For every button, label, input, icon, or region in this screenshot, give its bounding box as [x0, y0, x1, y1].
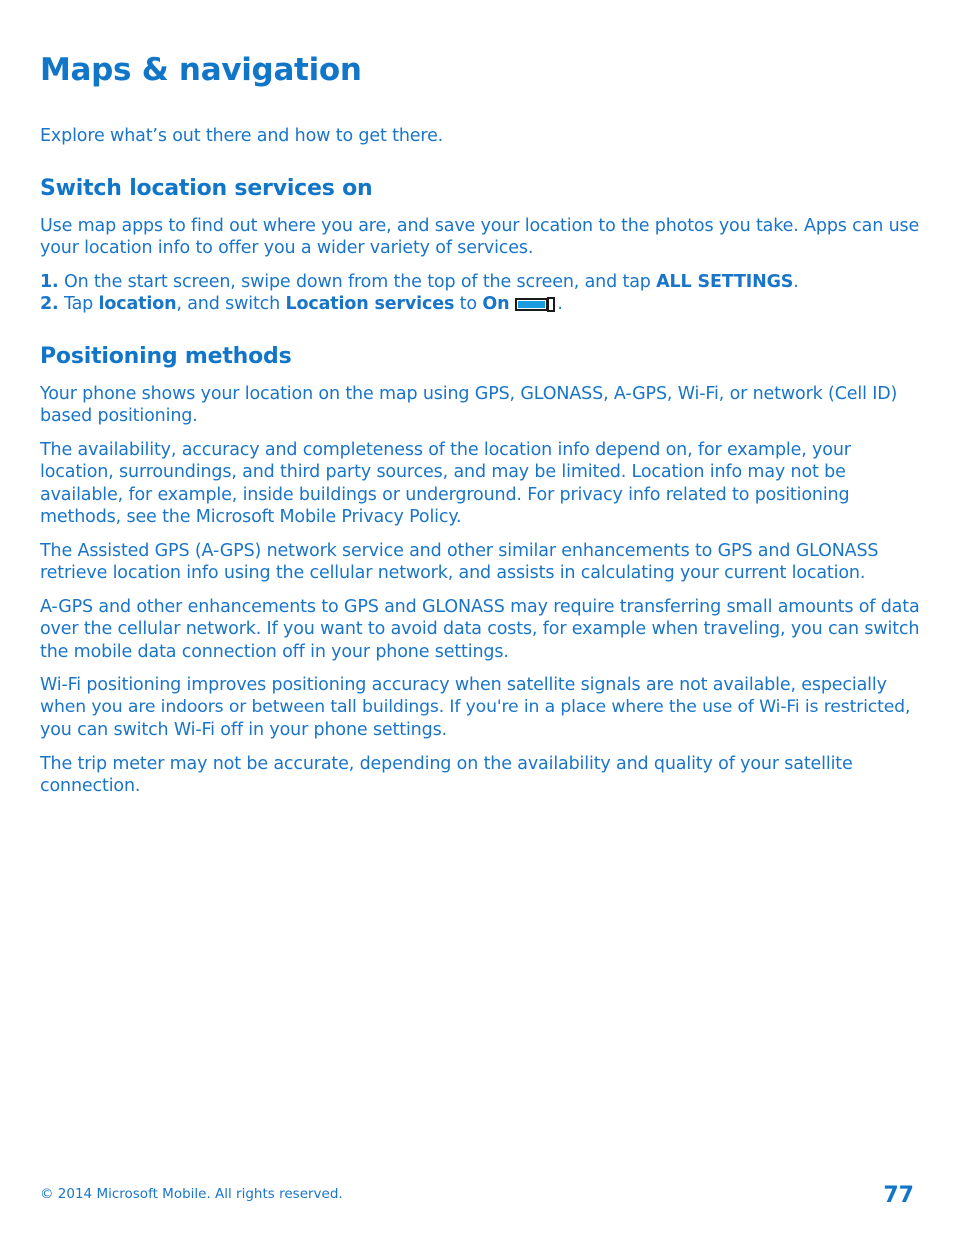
text-line: your location info to offer you a wider variety of services. — [40, 238, 534, 259]
positioning-paragraph — [40, 540, 920, 585]
text-line: connection. — [40, 776, 141, 797]
text-line: available, for example, inside buildings or underground. For privacy info related to positioning — [40, 484, 850, 505]
toggle-switch-icon — [515, 297, 557, 312]
section1-paragraph — [40, 215, 920, 260]
intro-text: Explore what’s out there and how to get there. — [40, 126, 444, 146]
step-text: to — [454, 294, 483, 315]
step-text: On the start screen, swipe down from the top of the screen, and tap — [58, 272, 657, 292]
step-keyword: ALL SETTINGS — [656, 272, 794, 292]
copyright-footer: © 2014 Microsoft Mobile. All rights reserved. — [40, 1186, 343, 1202]
positioning-paragraph — [40, 674, 920, 741]
positioning-paragraph — [40, 596, 920, 663]
section-heading-switch-location: Switch location services on — [40, 176, 373, 201]
positioning-paragraph — [40, 383, 920, 428]
step-number: 1. — [40, 272, 59, 292]
step-number: 2. — [40, 294, 59, 315]
text-line: the mobile data connection off in your phone settings. — [40, 641, 509, 662]
page-number: 77 — [883, 1183, 914, 1208]
text-line: Use map apps to find out where you are, and save your location to the photos you take. Apps can use — [40, 216, 920, 236]
text-line: methods, see the Microsoft Mobile Privacy Policy. — [40, 507, 462, 528]
step-keyword: Location services — [285, 294, 455, 315]
text-line: Your phone shows your location on the map using GPS, GLONASS, A-GPS, Wi-Fi, or network (Cell ID) — [40, 384, 898, 404]
text-line: location, surroundings, and third party sources, and may be limited. Location info may not be — [40, 462, 846, 483]
page-title: Maps & navigation — [40, 52, 362, 88]
text-line: retrieve location info using the cellular network, and assists in calculating your current location. — [40, 563, 866, 584]
text-line: The Assisted GPS (A-GPS) network service and other similar enhancements to GPS and GLONASS — [40, 541, 879, 561]
steps-list — [40, 271, 799, 316]
text-line: based positioning. — [40, 406, 198, 427]
positioning-paragraph — [40, 753, 920, 798]
text-line: over the cellular network. If you want to avoid data costs, for example when traveling, you can switch — [40, 619, 920, 640]
positioning-paragraph — [40, 439, 920, 529]
step-keyword: location — [98, 294, 177, 315]
text-line: A-GPS and other enhancements to GPS and GLONASS may require transferring small amounts of data — [40, 597, 920, 617]
text-line: Wi-Fi positioning improves positioning accuracy when satellite signals are not available, especially — [40, 675, 887, 695]
text-line: The trip meter may not be accurate, depending on the availability and quality of your satellite — [40, 754, 853, 774]
text-line: The availability, accuracy and completeness of the location info depend on, for example, your — [40, 440, 851, 460]
step-text: , and switch — [176, 294, 286, 315]
step-keyword: On — [482, 294, 510, 315]
step-end: . — [557, 294, 563, 315]
text-line: when you are indoors or between tall buildings. If you're in a place where the use of Wi-Fi is restricted, — [40, 697, 911, 718]
step-text: Tap — [58, 294, 99, 315]
step-1 — [40, 271, 799, 293]
step-2 — [40, 293, 799, 315]
step-end: . — [793, 272, 799, 292]
text-line: you can switch Wi-Fi off in your phone settings. — [40, 719, 447, 740]
section-heading-positioning: Positioning methods — [40, 344, 292, 369]
